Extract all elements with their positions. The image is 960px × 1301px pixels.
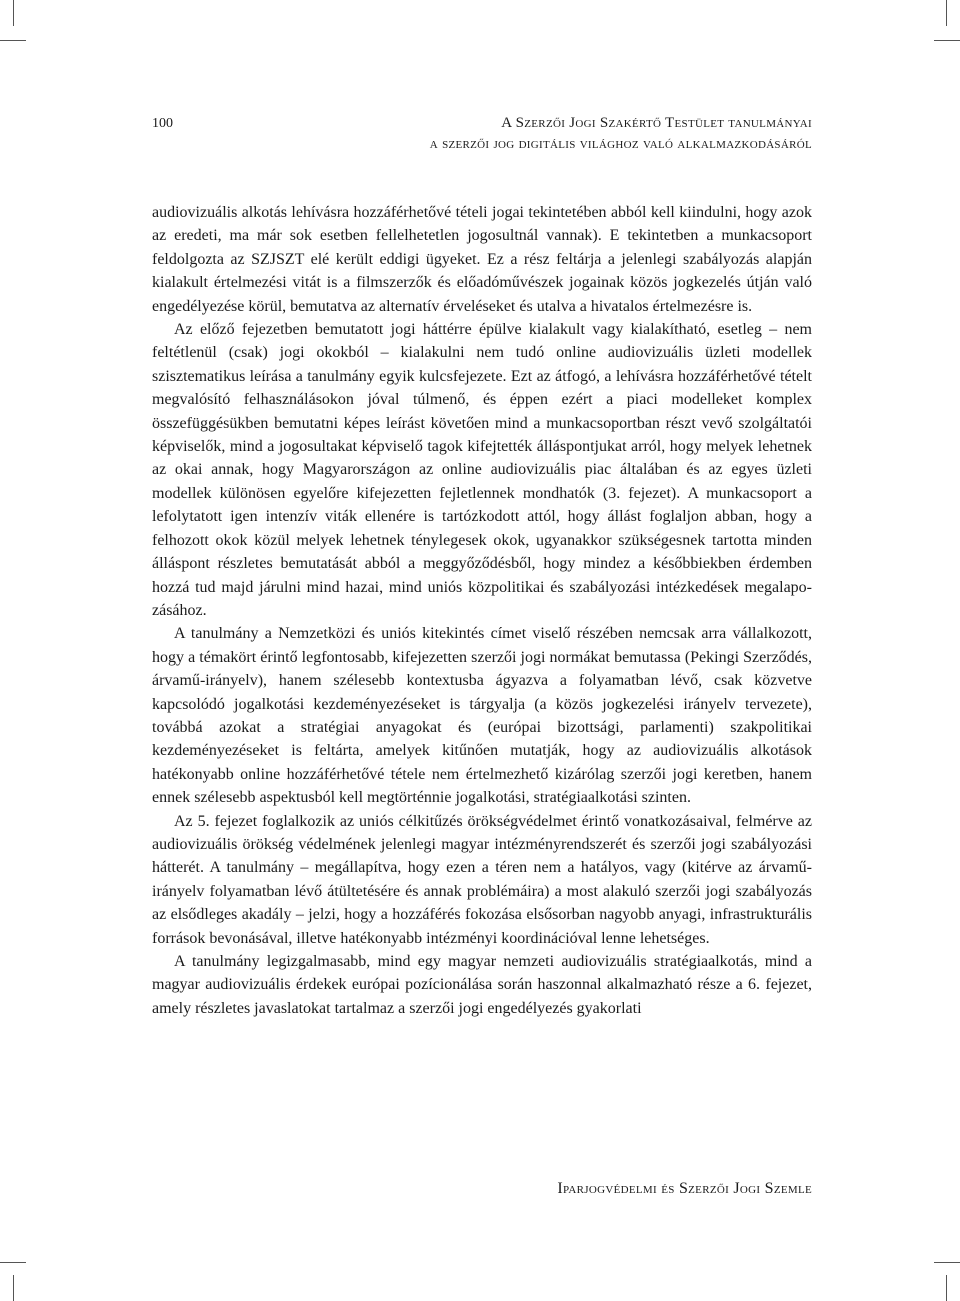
running-title-line-1: A Szerzői Jogi Szakértő Testület tanulmányai (501, 115, 812, 131)
running-title-line-2: a szerzői jog digitális világhoz való alkalmazkodásáról (429, 136, 812, 152)
paragraph: audiovizuális alkotás lehívásra hozzáférhetővé tételi jogai tekintetében abból kell kiindulni, hogy azok az eredeti, ma már sok esetben fellelhetetlen jogosultnál vannak). E tekintetben a munkacsoport feldolgozta az SZJSZT elé került eddigi ügyeket. Ez a rész feltárja a jelenlegi szabályozás alapján kialakult értelmezési vitát is a filmszerzők és előadóművészek jogainak közös jogkezelés útján való engedélyezése körül, bemutatva az alternatív érveléseket és utalva a hivatalos értelmezésre is. (152, 204, 812, 315)
crop-mark-top-left (13, 0, 14, 26)
paragraph: A tanulmány a Nemzetközi és uniós kitekintés címet viselő részében nemcsak arra vállalkozott, hogy a témakört érintő legfontosabb, kifejezetten szerzői jogi normákat bemutassa (Pekingi Szerződés, árvamű-irányelv), hanem szélesebb kontextusba ágyazva a folyamatban lévő, csak közvetve kapcsolódó jogalkotási kezdeményezéseket is tárgyalja (a közös jogkezelési irányelv tervezete), továbbá azokat a stratégiai anyagokat és (európai bizottsági, parlamenti) szakpolitikai kezdeményezéseket is feltárta, amelyek kitűnően mutatják, hogy az audiovizuális alkotások hatékonyabb online hozzáférhetővé tétele nem értelmezhető kizárólag szerzői jogi keretben, hanem ennek szélesebb aspektusból kell megtörténnie jogalkotási, stratégiaalkotási szinten. (152, 625, 812, 807)
crop-mark-bottom-right-h (934, 1262, 960, 1263)
paragraph: Az előző fejezetben bemutatott jogi háttérre épülve kialakult vagy kialakítható, esetleg – nem feltétlenül (csak) jogi okokból – kialakulni nem tudó online audiovizuális üzleti modellek szisztematikus leírása a tanulmány egyik kulcsfejezete. Ezt az átfogó, a lehívásra hozzáférhetővé tételt megvalósító felhasználásokon jóval túlmenő, és éppen ezért a piaci modelleket komplex összefüggésükben bemutatni képes leírást követően mind a munkacsoportban részt vevő szolgáltatói képviselők, mind a jogosultakat képviselő tagok kifejtették álláspontjukat arról, hogy melyek lehetnek az okai annak, hogy Magyarországon az online audiovizuális piac általában és az egyes üzleti modellek különösen egyelőre kifejezetten fejletlennek mondhatók (3. fejezet). A munkacsoport a lefolytatott igen intenzív viták ellenére is tartózkodott attól, hogy állást foglaljon abban, hogy a felhozott okok közül melyek lehetnek ténylegesek okok, ugyanakkor szükségesnek tartotta minden álláspont részletes bemutatását abból a meggyőződésből, hogy mindez a későbbiekben érdemben hozzá tud majd járulni mind hazai, mind uniós közpolitikai és szabályozási intézkedések megalapozásához. (152, 321, 812, 619)
paragraph: Az 5. fejezet foglalkozik az uniós célkitűzés örökségvédelmet érintő vonatkozásaival, felmérve az audiovizuális örökség védelmének jelenlegi magyar intézményrendszerét és szerzői jogi szabályozási hátterét. A tanulmány – megállapítva, hogy ezen a téren nem a hatályos, vagy (kitérve az árvamű-irányelv folyamatban lévő átültetésére és annak problémáira) a most alakuló szerzői jogi szabályozás az elsődleges akadály – jelzi, hogy a hozzáférés fokozása elsősorban nagyobb anyagi, infrastrukturális források bevonásával, illetve hatékonyabb intézményi koordinációval lenne lehetséges. (152, 812, 812, 947)
crop-mark-top-right-h (934, 40, 960, 41)
crop-mark-top-right (946, 0, 947, 26)
page-number: 100 (152, 116, 173, 131)
journal-footer: Iparjogvédelmi és Szerzői Jogi Szemle (557, 1180, 812, 1197)
crop-mark-top-left-h (0, 40, 26, 41)
crop-mark-bottom-left-h (0, 1262, 26, 1263)
page-header (152, 113, 812, 155)
crop-mark-bottom-left (13, 1275, 14, 1301)
body-text (152, 201, 812, 1020)
crop-mark-bottom-right (946, 1275, 947, 1301)
paragraph: A tanulmány legizgalmasabb, mind egy magyar nemzeti audiovizuális stratégiaalkotás, mind a magyar audiovizuális érdekek európai pozícionálása során haszonnal alkalmazható része a 6. fejezet, amely részletes javaslatokat tartalmaz a szerzői jogi engedélyezés gyakorlati (152, 953, 812, 1017)
